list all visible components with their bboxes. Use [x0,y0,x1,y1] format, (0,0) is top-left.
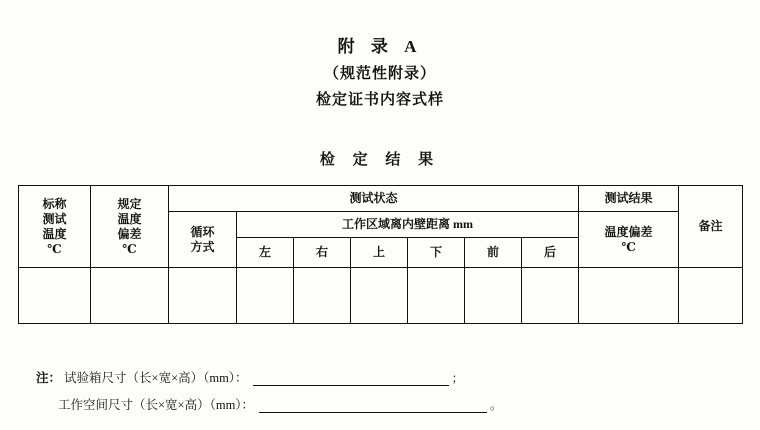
note-end-chamber-size: ； [451,371,464,385]
note-blank-chamber-size[interactable] [253,374,449,386]
appendix-title-block [0,0,760,114]
notes-section [36,368,736,422]
note-text-workspace-size: 工作空间尺寸（长×宽×高）（mm）： [58,398,255,412]
header-direction-front: 前 [465,238,522,268]
appendix-title: 附 录 A [337,37,423,56]
header-work-zone-distance: 工作区域离内壁距离 mm [237,212,579,238]
header-nominal-temp-line-4: ℃ [47,241,62,256]
appendix-subtitle: （规范性附录） [323,65,436,82]
header-cycle-mode [169,212,237,268]
section-title: 检 定 结 果 [319,151,441,168]
header-cycle-mode-line-2: 方式 [190,239,215,254]
table-header-row-1 [19,186,743,212]
header-test-result: 测试结果 [579,186,679,212]
header-cycle-mode-line-1: 循环 [190,224,215,239]
appendix-subtitle-2: 检定证书内容式样 [315,92,444,108]
cell-direction-down[interactable] [408,268,465,324]
cell-direction-right[interactable] [294,268,351,324]
cell-direction-up[interactable] [351,268,408,324]
header-nominal-temp-line-3: 温度 [42,226,67,241]
header-test-status: 测试状态 [169,186,579,212]
header-spec-temp-deviation [91,186,169,268]
header-temp-deviation [579,212,679,268]
cell-nominal-temp[interactable] [19,268,91,324]
header-nominal-temp-line-2: 测试 [42,211,67,226]
header-direction-right: 右 [294,238,351,268]
header-nominal-temp-line-1: 标称 [42,196,67,211]
header-spec-temp-deviation-line-4: ℃ [122,241,137,256]
note-label: 注： [36,371,62,385]
certificate-table-wrapper [18,185,742,324]
cell-remark[interactable] [679,268,743,324]
header-direction-up: 上 [351,238,408,268]
header-temp-deviation-line-1: 温度偏差 [604,224,653,239]
note-line-chamber-size [36,368,736,386]
header-nominal-temp [19,186,91,268]
header-spec-temp-deviation-line-2: 温度 [117,211,142,226]
cell-direction-left[interactable] [237,268,294,324]
cell-cycle-mode[interactable] [169,268,237,324]
note-end-workspace-size: 。 [490,398,503,412]
header-spec-temp-deviation-line-3: 偏差 [117,226,142,241]
header-remark: 备注 [679,186,743,268]
note-line-workspace-size [36,395,736,413]
table-row [19,268,743,324]
certificate-table [18,185,743,324]
cell-direction-back[interactable] [522,268,579,324]
cell-temp-deviation[interactable] [579,268,679,324]
header-direction-back: 后 [522,238,579,268]
note-blank-workspace-size[interactable] [259,401,487,413]
header-direction-left: 左 [237,238,294,268]
note-text-chamber-size: 试验箱尺寸（长×宽×高）（mm）： [64,371,248,385]
header-temp-deviation-line-2: ℃ [621,239,636,254]
header-direction-down: 下 [408,238,465,268]
cell-spec-temp-deviation[interactable] [91,268,169,324]
header-spec-temp-deviation-line-1: 规定 [117,196,142,211]
cell-direction-front[interactable] [465,268,522,324]
